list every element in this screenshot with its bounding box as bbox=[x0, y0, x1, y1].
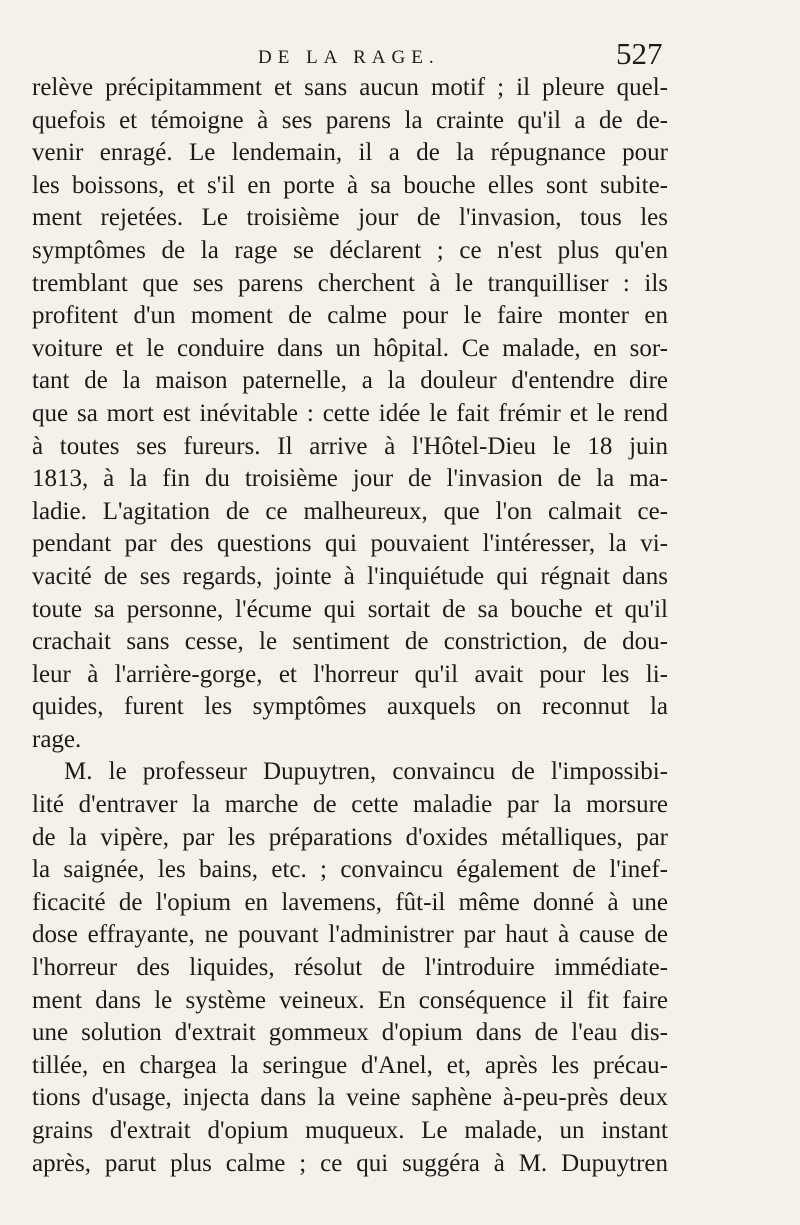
text-line: tions d'usage, injecta dans la veine saphène à-peu-près deux bbox=[32, 1084, 668, 1112]
text-line: 1813, à la fin du troisième jour de l'invasion de la ma- bbox=[32, 465, 668, 493]
text-line: pendant par des questions qui pouvaient l'intéresser, la vi- bbox=[32, 530, 668, 558]
text-line: les boissons, et s'il en porte à sa bouche elles sont subite- bbox=[32, 171, 668, 199]
running-title: DE LA RAGE. bbox=[258, 47, 440, 68]
text-line: de la vipère, par les préparations d'oxides métalliques, par bbox=[32, 823, 668, 851]
text-line: crachait sans cesse, le sentiment de constriction, de dou- bbox=[32, 628, 668, 656]
text-line: une solution d'extrait gommeux d'opium dans de l'eau dis- bbox=[32, 1019, 668, 1047]
text-line: leur à l'arrière-gorge, et l'horreur qu'il avait pour les li- bbox=[32, 660, 668, 688]
text-line: toute sa personne, l'écume qui sortait de sa bouche et qu'il bbox=[32, 595, 668, 623]
text-line: l'horreur des liquides, résolut de l'introduire immédiate- bbox=[32, 954, 668, 982]
text-line: relève précipitamment et sans aucun motif ; il pleure quel- bbox=[32, 74, 668, 101]
page-number: 527 bbox=[616, 36, 663, 71]
body-text bbox=[32, 72, 668, 1180]
running-head bbox=[0, 36, 800, 74]
text-line: dose effrayante, ne pouvant l'administrer par haut à cause de bbox=[32, 921, 668, 949]
text-line: ment dans le système veineux. En conséquence il fit faire bbox=[32, 986, 668, 1014]
paragraph-start-line: M. le professeur Dupuytren, convaincu de l'impossibi- bbox=[64, 758, 668, 786]
text-line: profitent d'un moment de calme pour le faire monter en bbox=[32, 302, 668, 330]
text-line: à toutes ses fureurs. Il arrive à l'Hôtel-Dieu le 18 juin bbox=[32, 432, 668, 460]
text-line: que sa mort est inévitable : cette idée le fait frémir et le rend bbox=[32, 399, 668, 427]
text-line: ladie. L'agitation de ce malheureux, que l'on calmait ce- bbox=[32, 497, 668, 525]
text-line: lité d'entraver la marche de cette maladie par la morsure bbox=[32, 791, 668, 819]
text-line: quefois et témoigne à ses parens la crainte qu'il a de de- bbox=[32, 106, 668, 134]
text-line: tant de la maison paternelle, a la douleur d'entendre dire bbox=[32, 367, 668, 395]
text-line: tremblant que ses parens cherchent à le tranquilliser : ils bbox=[32, 269, 668, 297]
text-line: voiture et le conduire dans un hôpital. Ce malade, en sor- bbox=[32, 334, 668, 362]
text-line: grains d'extrait d'opium muqueux. Le malade, un instant bbox=[32, 1117, 668, 1144]
text-line: tillée, en chargea la seringue d'Anel, et, après les précau- bbox=[32, 1051, 668, 1079]
text-line: ficacité de l'opium en lavemens, fût-il même donné à une bbox=[32, 888, 668, 916]
text-line: ment rejetées. Le troisième jour de l'invasion, tous les bbox=[32, 204, 668, 232]
text-line: la saignée, les bains, etc. ; convaincu également de l'inef- bbox=[32, 856, 668, 884]
paragraph-end-line: rage. bbox=[32, 725, 82, 753]
text-line: venir enragé. Le lendemain, il a de la répugnance pour bbox=[32, 139, 668, 167]
text-line: symptômes de la rage se déclarent ; ce n'est plus qu'en bbox=[32, 236, 668, 264]
text-line: vacité de ses regards, jointe à l'inquiétude qui régnait dans bbox=[32, 562, 668, 590]
text-line: après, parut plus calme ; ce qui suggéra à M. Dupuytren bbox=[32, 1149, 668, 1177]
text-line: quides, furent les symptômes auxquels on reconnut la bbox=[32, 693, 668, 721]
